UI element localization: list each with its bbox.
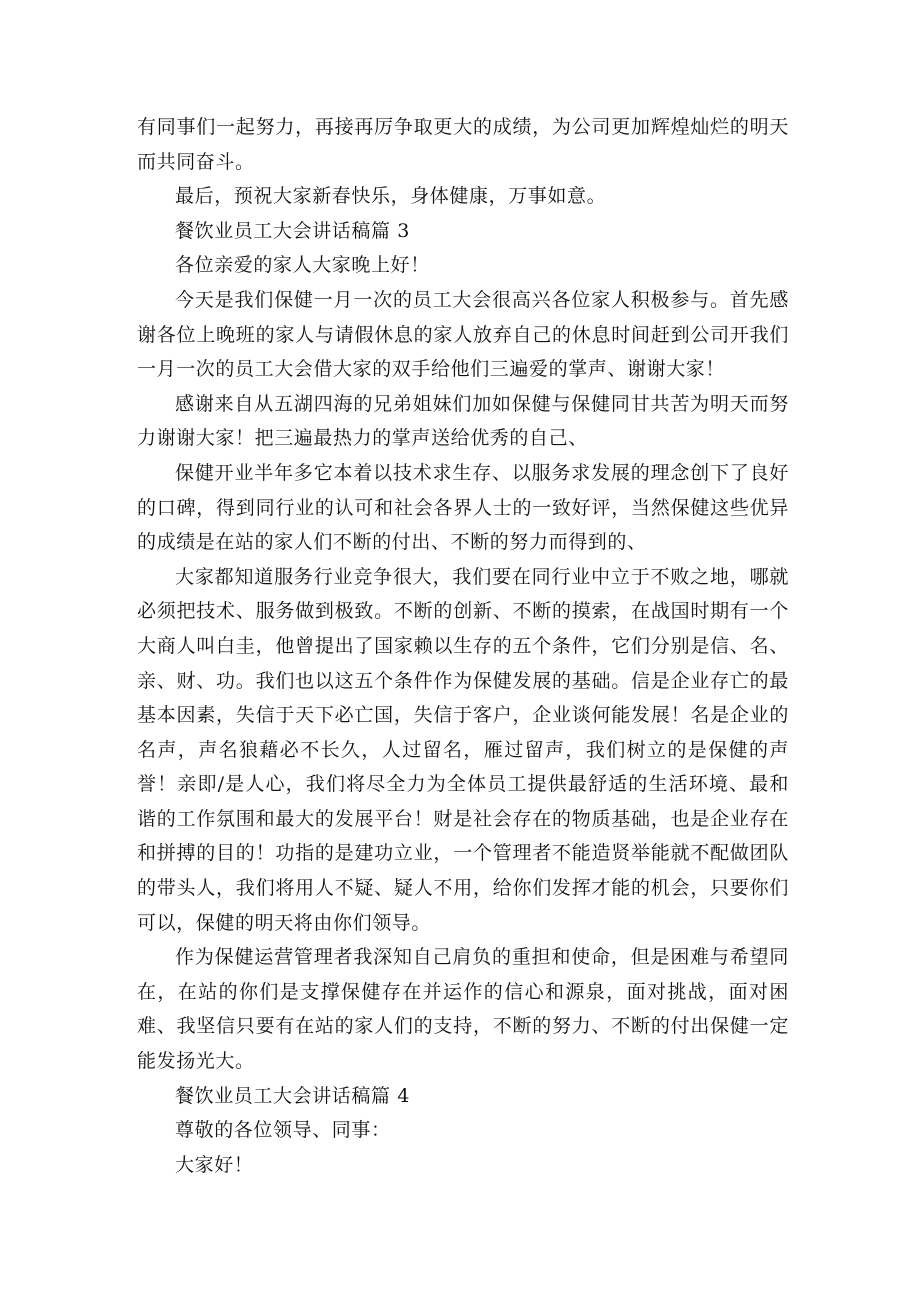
paragraph-achievements: 保健开业半年多它本着以技术求生存、以服务求发展的理念创下了良好的口碑，得到同行业的认可和社会各界人士的一致好评，当然保健这些优异的成绩是在站的家人们不断的付出、不断的努力而得到的、 <box>137 461 789 554</box>
section-heading-3: 餐饮业员工大会讲话稿篇 3 <box>175 219 410 242</box>
paragraph-hello: 大家好！ <box>175 1153 254 1176</box>
paragraph-opening: 今天是我们保健一月一次的员工大会很高兴各位家人积极参与。首先感谢各位上晚班的家人与请假休息的家人放弃自己的休息时间赶到公司开我们一月一次的员工大会借大家的双手给他们三遍爱的掌声、谢谢大家！ <box>137 288 789 381</box>
paragraph-greeting: 各位亲爱的家人大家晚上好！ <box>175 254 430 277</box>
paragraph-thanks: 感谢来自从五湖四海的兄弟姐妹们加如保健与保健同甘共苦为明天而努力谢谢大家！把三遍最热力的掌声送给优秀的自己、 <box>137 392 789 450</box>
paragraph-closing-wishes: 最后，预祝大家新春快乐，身体健康，万事如意。 <box>175 185 607 208</box>
paragraph-mission: 作为保健运营管理者我深知自己肩负的重担和使命，但是困难与希望同在，在站的你们是支撑保健存在并运作的信心和源泉，面对挑战，面对困难、我坚信只要有在站的家人们的支持，不断的努力、不断的付出保健一定能发扬光大。 <box>137 946 789 1073</box>
paragraph-salutation: 尊敬的各位领导、同事： <box>175 1119 391 1142</box>
paragraph-five-conditions: 大家都知道服务行业竞争很大，我们要在同行业中立于不败之地，哪就必须把技术、服务做到极致。不断的创新、不断的摸索，在战国时期有一个大商人叫白圭，他曾提出了国家赖以生存的五个条件，它们分别是信、名、亲、财、功。我们也以这五个条件作为保健发展的基础。信是企业存亡的最基本因素，失信于天下必亡国，失信于客户，企业谈何能发展！名是企业的名声，声名狼藉必不长久，人过留名，雁过留声，我们树立的是保健的声誉！亲即/是人心，我们将尽全力为全体员工提供最舒适的生活环境、最和谐的工作氛围和最大的发展平台！财是社会存在的物质基础，也是企业存在和拼搏的目的！功指的是建功立业，一个管理者不能造贤举能就不配做团队的带头人，我们将用人不疑、疑人不用，给你们发挥才能的机会，只要你们可以，保健的明天将由你们领导。 <box>137 565 789 934</box>
document-body <box>137 110 789 1182</box>
section-heading-4: 餐饮业员工大会讲话稿篇 4 <box>175 1084 410 1107</box>
paragraph-continuation: 有同事们一起努力，再接再厉争取更大的成绩，为公司更加辉煌灿烂的明天而共同奋斗。 <box>137 116 789 173</box>
